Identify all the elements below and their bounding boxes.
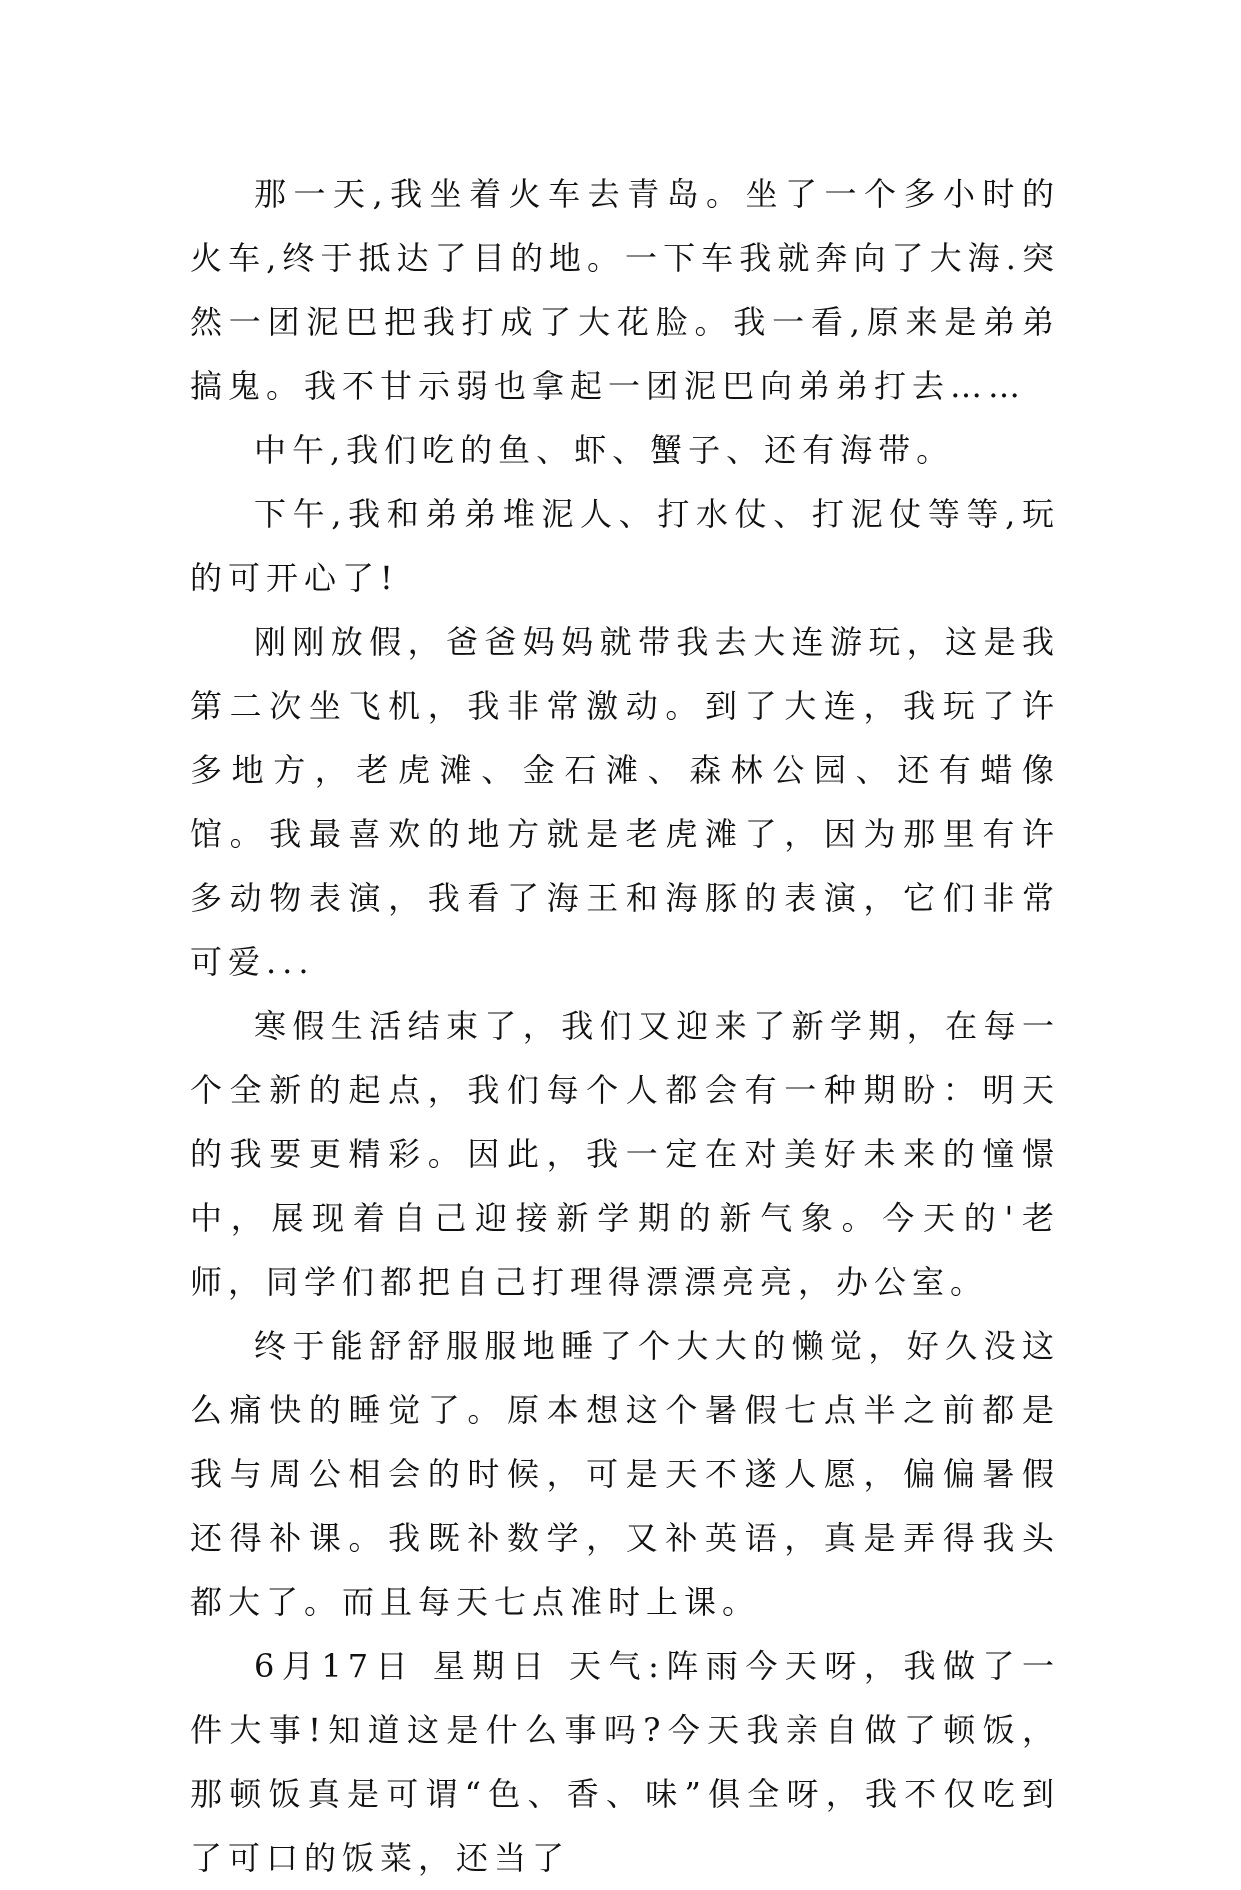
paragraph: 下午,我和弟弟堆泥人、打水仗、打泥仗等等,玩的可开心了!: [190, 495, 1060, 597]
document-body: [190, 162, 1060, 1890]
paragraph: 中午,我们吃的鱼、虾、蟹子、还有海带。: [254, 431, 955, 469]
paragraph: 刚刚放假，爸爸妈妈就带我去大连游玩，这是我第二次坐飞机，我非常激动。到了大连，我玩了许多地方，老虎滩、金石滩、森林公园、还有蜡像馆。我最喜欢的地方就是老虎滩了，因为那里有许多动物表演，我看了海王和海豚的表演，它们非常可爱...: [190, 623, 1060, 981]
paragraph: 寒假生活结束了，我们又迎来了新学期，在每一个全新的起点，我们每个人都会有一种期盼：明天的我要更精彩。因此，我一定在对美好未来的憧憬中，展现着自己迎接新学期的新气象。今天的'老师，同学们都把自己打理得漂漂亮亮，办公室。: [190, 1007, 1060, 1301]
paragraph: 6月17日 星期日 天气:阵雨今天呀，我做了一件大事!知道这是什么事吗?今天我亲自做了顿饭，那顿饭真是可谓“色、香、味”俱全呀，我不仅吃到了可口的饭菜，还当了: [190, 1647, 1060, 1877]
paragraph: 终于能舒舒服服地睡了个大大的懒觉，好久没这么痛快的睡觉了。原本想这个暑假七点半之前都是我与周公相会的时候，可是天不遂人愿，偏偏暑假还得补课。我既补数学，又补英语，真是弄得我头都大了。而且每天七点准时上课。: [190, 1327, 1060, 1621]
paragraph: 那一天,我坐着火车去青岛。坐了一个多小时的火车,终于抵达了目的地。一下车我就奔向了大海.突然一团泥巴把我打成了大花脸。我一看,原来是弟弟搞鬼。我不甘示弱也拿起一团泥巴向弟弟打去……: [190, 175, 1060, 405]
